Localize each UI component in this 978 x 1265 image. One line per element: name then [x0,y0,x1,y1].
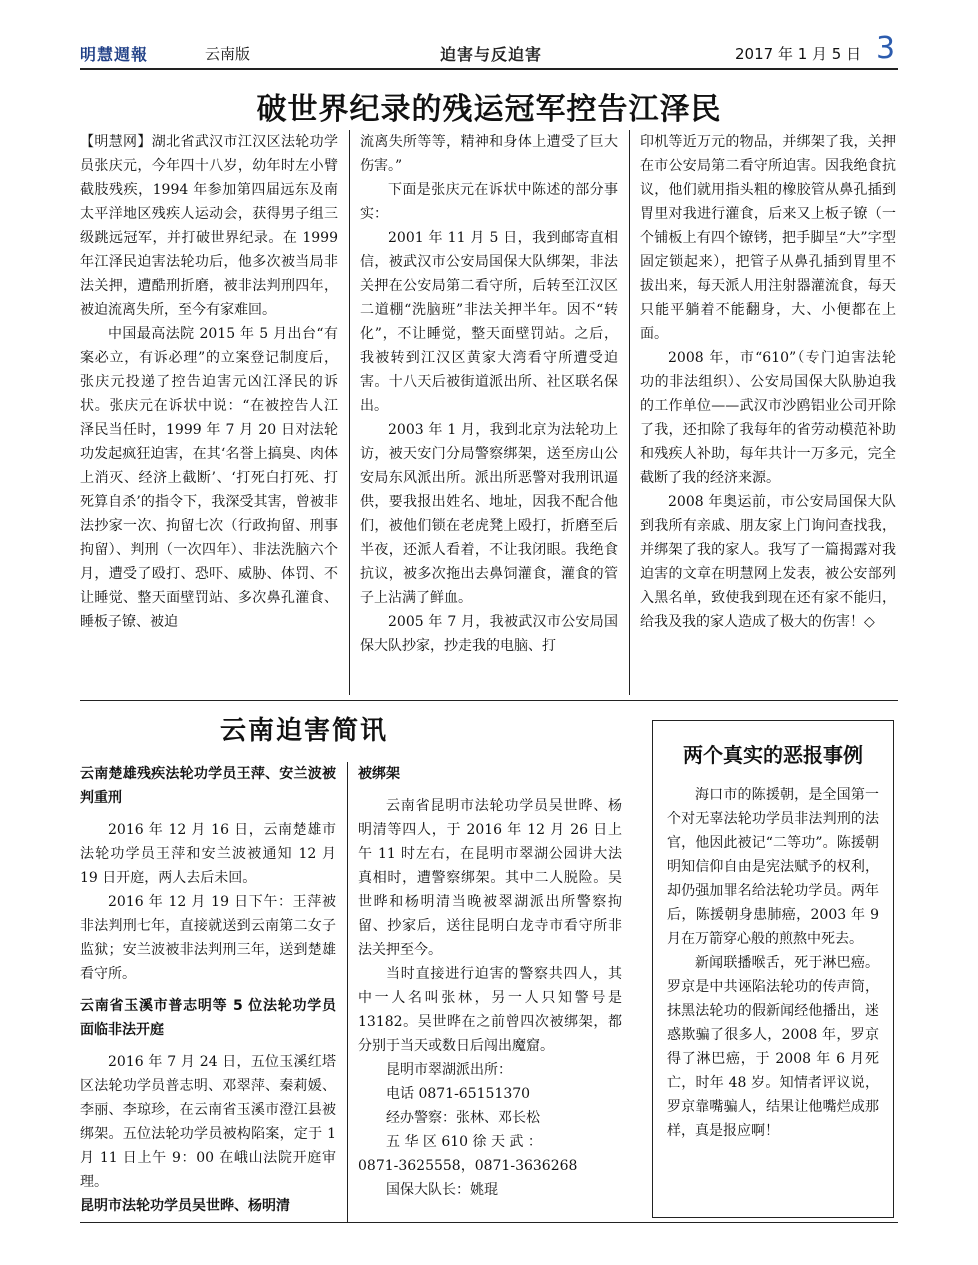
sidebar-title: 两个真实的恶报事例 [683,743,863,767]
article1-paragraph: 2008 年奥运前，市公安局国保大队到我所有亲戚、朋友家上门询问查找我，并绑架了我的家人。我写了一篇揭露对我迫害的文章在明慧网上发表，被公安部列入黑名单，致使我到现在还有家不能归，给我及我的家人造成了极大的伤害！◇ [640,494,896,630]
article1-paragraph: 【明慧网】湖北省武汉市江汉区法轮功学员张庆元，今年四十八岁，幼年时左小臂截肢残疾，1994 年参加第四届远东及南太平洋地区残疾人运动会，获得男子组三级跳远冠军，并打破世界纪录。在 1999 年江泽民迫害法轮功后，他多次被当局非法关押，遭酷刑折磨，被非法判刑四年，被迫流离失所，至今有家难回。 [80,134,338,318]
section-title: 迫害与反迫害 [440,45,543,64]
edition-label: 云南版 [205,45,251,63]
article1-paragraph: 2005 年 7 月，我被武汉市公安局国保大队抄家，抄走我的电脑、打 [360,614,618,654]
column-divider [349,130,350,695]
newspaper-name: 明慧週報 [80,45,149,64]
contact-line: 0871-3625558，0871-3636268 [358,1158,578,1174]
sidebar-box [652,720,894,1218]
article1-column-3 [640,130,896,634]
brief-news-column-2 [358,762,622,1202]
header-rule [80,68,898,70]
contact-line: 电话 0871-65151370 [386,1086,531,1102]
article-headline: 破世界纪录的残运冠军控告江泽民 [256,92,722,127]
sidebar-paragraph: 海口市的陈援朝，是全国第一个对无辜法轮功学员非法判刑的法官，他因此被记“二等功”。陈援朝明知信仰自由是宪法赋予的权利，却仍强加罪名给法轮功学员。两年后，陈援朝身患肺癌，2003 年 9 月在万箭穿心般的煎熬中死去。 [667,787,879,947]
brief-title: 云南楚雄残疾法轮功学员王萍、安兰波被判重刑 [80,766,336,806]
article1-paragraph: 中国最高法院 2015 年 5 月出台“有案必立，有诉必理”的立案登记制度后，张庆元投递了控告迫害元凶江泽民的诉状。张庆元在诉状中说：“在被控告人江泽民当任时，1999 年 7 月 20 日对法轮功发起疯狂迫害，在其‘名誉上搞臭、肉体上消灭、经济上截断’、‘打死白打死、打死算自杀’的指令下，我深受其害，曾被非法抄家一次、拘留七次（行政拘留、刑事拘留）、判刑（一次四年）、非法洗脑六个月，遭受了殴打、恐吓、威胁、体罚、不让睡觉、整天面壁罚站、多次鼻孔灌食、睡板子镣、被迫 [80,326,338,630]
brief-news-column-1 [80,762,336,1218]
article1-column-1 [80,130,338,634]
article1-paragraph: 2003 年 1 月，我到北京为法轮功上访，被天安门分局警察绑架，送至房山公安局东风派出所。派出所恶警对我刑讯逼供，要我报出姓名、地址，因我不配合他们，被他们锁在老虎凳上殴打，折磨至后半夜，还派人看着，不让我闭眼。我绝食抗议，被多次拖出去鼻饲灌食，灌食的管子上沾满了鲜血。 [360,422,618,606]
article1-paragraph: 2001 年 11 月 5 日，我到邮寄直相信，被武汉市公安局国保大队绑架，非法关押在公安局第二看守所，后转至江汉区二道棚“洗脑班”非法关押半年。因不“转化”，不让睡觉，整天面壁罚站。之后，我被转到江汉区黄家大湾看守所遭受迫害。十八天后被街道派出所、社区联名保出。 [360,230,618,414]
brief-title-continued: 被绑架 [358,766,400,782]
article1-column-2 [360,130,618,658]
brief-news-heading: 云南迫害简讯 [220,716,389,746]
column-divider [347,762,348,1222]
contact-line: 五 华 区 610 徐 天 武 ： [386,1134,542,1150]
brief-paragraph: 2016 年 7 月 24 日，五位玉溪红塔区法轮功学员普志明、邓翠萍、秦莉媛、李丽、李琼珍，在云南省玉溪市澄江县被绑架。五位法轮功学员被构陷案，定于 1 月 11 日上午 9：00 在峨山法院开庭审理。 [80,1054,336,1190]
brief-paragraph: 当时直接进行迫害的警察共四人，其中一人名叫张林，另一人只知警号是 13182。吴世晔在之前曾四次被绑架，都分别于当天或数日后闯出魔窟。 [358,966,622,1054]
brief-title: 昆明市法轮功学员吴世晔、杨明清 [80,1198,290,1214]
sidebar-paragraph: 新闻联播喉舌，死于淋巴癌。罗京是中共诬陷法轮功的传声筒，抹黑法轮功的假新闻经他播出，迷惑欺骗了很多人，2008 年，罗京得了淋巴癌，于 2008 年 6 月死亡，时年 48 岁。知情者评议说，罗京靠嘴骗人，结果让他嘴烂成那样，真是报应啊！ [667,955,879,1139]
brief-paragraph: 2016 年 12 月 19 日下午：王萍被非法判刑七年，直接就送到云南第二女子监狱；安兰波被非法判刑三年，送到楚雄看守所。 [80,894,336,982]
contact-line: 国保大队长：姚琨 [386,1182,498,1198]
contact-line: 经办警察：张林、邓长松 [386,1110,540,1126]
issue-date: 2017 年 1 月 5 日 [735,45,862,63]
page-number: 3 [876,31,896,66]
brief-paragraph: 2016 年 12 月 16 日，云南楚雄市法轮功学员王萍和安兰波被通知 12 月 19 日开庭，两人去后未回。 [80,822,336,886]
footer-rule [80,1222,898,1223]
sidebar-body [667,783,879,1143]
article1-paragraph: 流离失所等等，精神和身体上遭受了巨大伤害。” [360,134,618,174]
section-rule [80,700,898,701]
column-divider [629,130,630,695]
brief-title: 云南省玉溪市普志明等 5 位法轮功学员面临非法开庭 [80,998,336,1038]
article1-paragraph: 2008 年，市“610”（专门迫害法轮功的非法组织）、公安局国保大队胁迫我的工作单位——武汉市沙鸥铝业公司开除了我，还扣除了我每年的省劳动模范补助和残疾人补助，每年共计一万多元，完全截断了我的经济来源。 [640,350,896,486]
article1-paragraph: 下面是张庆元在诉状中陈述的部分事实： [360,182,618,222]
brief-paragraph: 云南省昆明市法轮功学员吴世晔、杨明清等四人，于 2016 年 12 月 26 日上午 11 时左右，在昆明市翠湖公园讲大法真相时，遭警察绑架。其中二人脱险。吴世晔和杨明清当晚被翠湖派出所警察拘留、抄家后，送往昆明白龙寺市看守所非法关押至今。 [358,798,622,958]
contact-line: 昆明市翠湖派出所： [386,1062,512,1078]
article1-paragraph: 印机等近万元的物品，并绑架了我，关押在市公安局第二看守所迫害。因我绝食抗议，他们就用指头粗的橡胶管从鼻孔插到胃里对我进行灌食，后来又上板子镣（一个铺板上有四个镣铐，把手脚呈“大”字型固定锁起来），把管子从鼻孔插到胃里不拔出来，每天派人用注射器灌流食，每天只能平躺着不能翻身，大、小便都在上面。 [640,134,896,342]
